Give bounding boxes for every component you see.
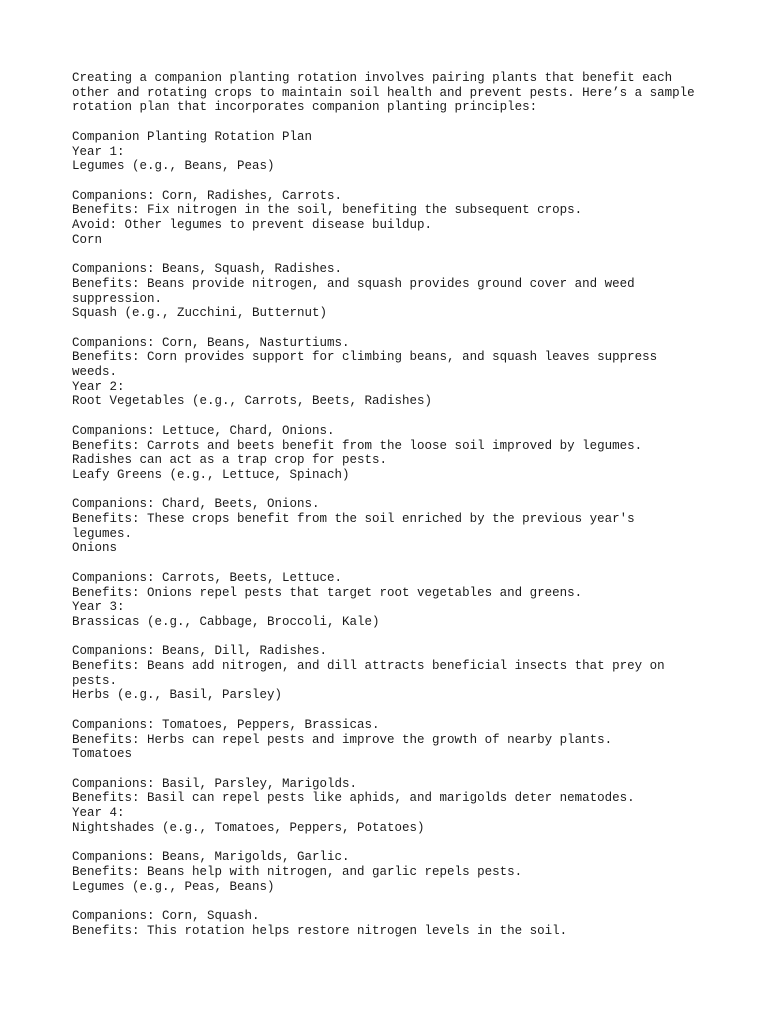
text-line: rotation plan that incorporates companion planting principles: [72,100,538,115]
text-line: Squash (e.g., Zucchini, Butternut) [72,306,328,321]
text-line: Companions: Beans, Marigolds, Garlic. [72,850,350,865]
text-line: Nightshades (e.g., Tomatoes, Peppers, Potatoes) [72,820,425,835]
text-line: Benefits: This rotation helps restore nitrogen levels in the soil. [72,923,568,938]
paragraph [72,262,712,321]
text-line: weeds. [72,365,118,379]
text-line: Year 1: [72,144,125,159]
text-line: Avoid: Other legumes to prevent disease buildup. [72,218,433,232]
text-line: Companions: Tomatoes, Peppers, Brassicas. [72,717,380,732]
text-line: Benefits: Basil can repel pests like aphids, and marigolds deter nematodes. [72,791,635,806]
text-line: Leafy Greens (e.g., Lettuce, Spinach) [72,467,350,482]
text-line: Brassicas (e.g., Cabbage, Broccoli, Kale) [72,614,380,629]
text-line: Benefits: Fix nitrogen in the soil, benefiting the subsequent crops. [72,203,583,218]
text-line: Corn [72,232,103,247]
text-line: Onions [72,541,118,556]
text-line: suppression. [72,291,163,306]
text-line: Companions: Corn, Squash. [72,908,260,923]
text-line: Benefits: Onions repel pests that target root vegetables and greens. [72,585,583,600]
text-line: Root Vegetables (e.g., Carrots, Beets, Radishes) [72,394,433,409]
text-line: Year 3: [72,600,125,615]
paragraph [72,777,712,836]
paragraph [72,424,712,483]
text-line: Companions: Corn, Radishes, Carrots. [72,188,343,203]
paragraph [72,497,712,556]
text-line: other and rotating crops to maintain soil health and prevent pests. Here’s a sample [72,85,695,100]
paragraph [72,644,712,703]
text-line: Companions: Beans, Squash, Radishes. [72,262,343,277]
text-line: Benefits: Carrots and beets benefit from the loose soil improved by legumes. [72,438,643,453]
paragraph [72,71,712,115]
paragraph [72,718,712,762]
paragraph [72,571,712,630]
text-line: Companions: Basil, Parsley, Marigolds. [72,776,358,791]
paragraph [72,909,712,938]
text-line: Benefits: These crops benefit from the soil enriched by the previous year's [72,512,635,526]
text-line: Legumes (e.g., Beans, Peas) [72,159,275,174]
text-line: Benefits: Corn provides support for climbing beans, and squash leaves suppress [72,350,658,365]
text-line: Companions: Lettuce, Chard, Onions. [72,423,335,438]
text-line: Legumes (e.g., Peas, Beans) [72,879,275,894]
paragraph [72,130,712,174]
text-line: Radishes can act as a trap crop for pests. [72,453,388,468]
text-line: Companion Planting Rotation Plan [72,129,313,144]
text-line: Companions: Beans, Dill, Radishes. [72,644,328,659]
text-line: Benefits: Beans help with nitrogen, and garlic repels pests. [72,864,523,879]
text-line: Benefits: Herbs can repel pests and improve the growth of nearby plants. [72,732,613,747]
paragraph [72,336,712,410]
text-line: Companions: Chard, Beets, Onions. [72,497,320,512]
paragraph [72,189,712,248]
text-line: Benefits: Beans provide nitrogen, and squash provides ground cover and weed [72,276,635,291]
text-line: Companions: Corn, Beans, Nasturtiums. [72,335,350,350]
text-line: Year 2: [72,379,125,394]
text-line: Companions: Carrots, Beets, Lettuce. [72,570,343,585]
text-line: Herbs (e.g., Basil, Parsley) [72,688,283,703]
text-line: Benefits: Beans add nitrogen, and dill attracts beneficial insects that prey on [72,659,665,673]
paragraph [72,850,712,894]
text-line: legumes. [72,526,133,541]
text-line: Tomatoes [72,747,133,762]
text-line: Creating a companion planting rotation involves pairing plants that benefit each [72,71,673,85]
text-line: Year 4: [72,806,125,820]
text-line: pests. [72,673,118,688]
document-body [72,71,712,953]
